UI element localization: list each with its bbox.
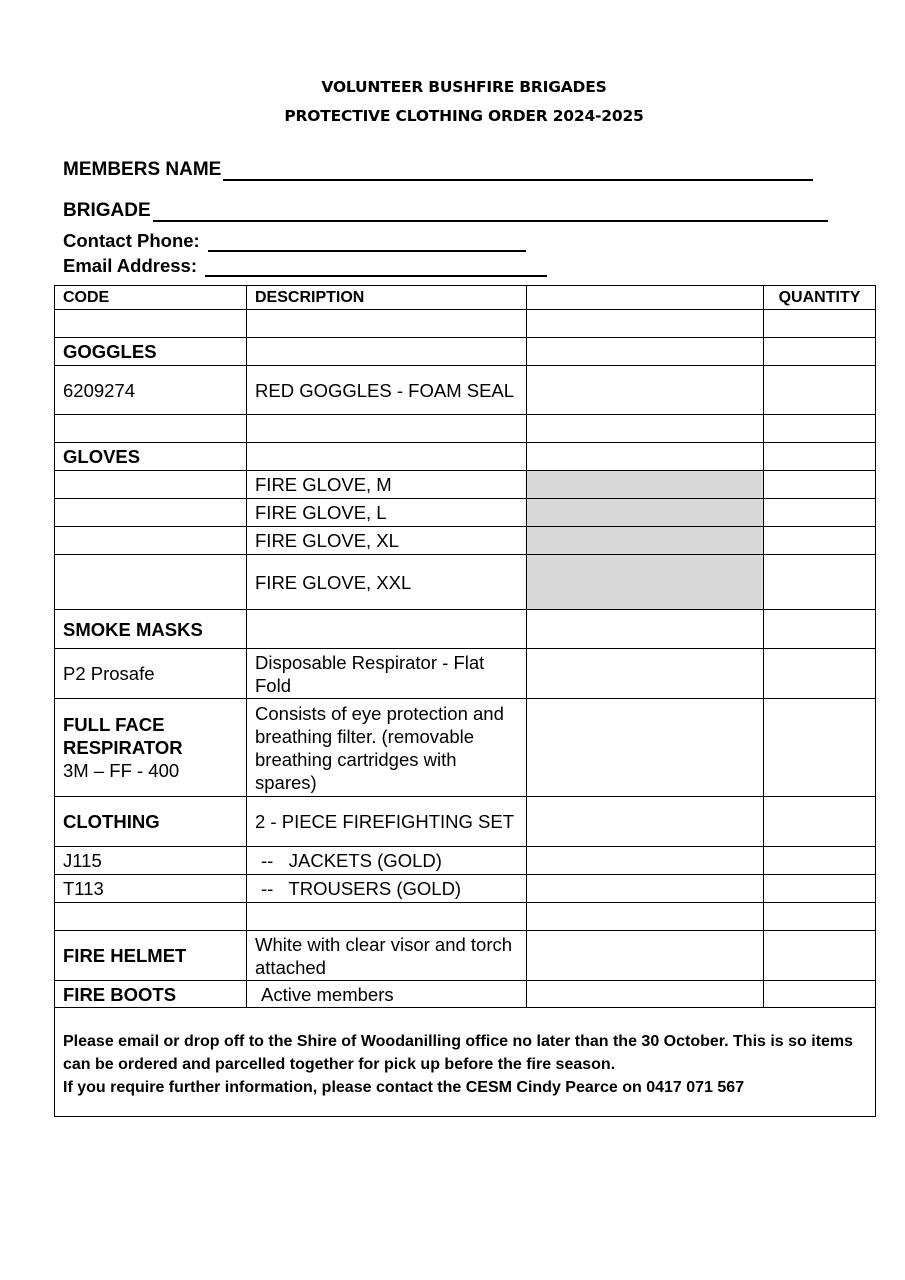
cell-blank[interactable] — [527, 931, 764, 981]
cell-description: FIRE GLOVE, XL — [247, 527, 527, 555]
cell-code — [55, 471, 247, 499]
cell-description: FIRE GLOVE, M — [247, 471, 527, 499]
note-row — [55, 1008, 876, 1117]
order-table — [54, 285, 876, 1117]
table-row — [55, 875, 876, 903]
brigade-label: BRIGADE — [63, 200, 151, 221]
cell-quantity[interactable] — [764, 797, 876, 847]
cell-quantity[interactable] — [764, 649, 876, 699]
brigade-line[interactable] — [153, 204, 828, 222]
form-subtitle: PROTECTIVE CLOTHING ORDER 2024-2025 — [284, 107, 644, 125]
cell-code: T113 — [55, 875, 247, 903]
cell-quantity[interactable] — [764, 875, 876, 903]
cell-code: FIRE BOOTS — [55, 981, 247, 1008]
header-quantity: QUANTITY — [764, 286, 876, 310]
cell-description — [247, 443, 527, 471]
header-description: DESCRIPTION — [247, 286, 527, 310]
cell-blank[interactable] — [527, 415, 764, 443]
cell-blank[interactable] — [527, 875, 764, 903]
cell-code — [55, 499, 247, 527]
cell-code: GOGGLES — [55, 338, 247, 366]
cell-code — [55, 903, 247, 931]
cell-blank-shaded — [527, 555, 764, 610]
note-contact: If you require further information, please contact the CESM Cindy Pearce on 0417 071 567 — [63, 1079, 745, 1096]
cell-code — [55, 415, 247, 443]
cell-quantity[interactable] — [764, 443, 876, 471]
cell-blank-shaded — [527, 471, 764, 499]
cell-code: SMOKE MASKS — [55, 610, 247, 649]
cell-blank-shaded — [527, 527, 764, 555]
email-address-field[interactable] — [63, 255, 547, 277]
members-name-field[interactable] — [63, 159, 813, 181]
table-row — [55, 366, 876, 415]
cell-code-model: 3M – FF - 400 — [63, 760, 180, 781]
cell-description: FIRE GLOVE, L — [247, 499, 527, 527]
cell-description: Active members — [247, 981, 527, 1008]
cell-blank[interactable] — [527, 981, 764, 1008]
cell-blank[interactable] — [527, 699, 764, 797]
cell-quantity[interactable] — [764, 338, 876, 366]
table-row — [55, 310, 876, 338]
cell-quantity[interactable] — [764, 931, 876, 981]
cell-description: 2 - PIECE FIREFIGHTING SET — [247, 797, 527, 847]
cell-blank[interactable] — [527, 338, 764, 366]
table-row — [55, 699, 876, 797]
note-cell — [55, 1008, 876, 1117]
table-row — [55, 499, 876, 527]
cell-quantity[interactable] — [764, 471, 876, 499]
cell-blank[interactable] — [527, 610, 764, 649]
cell-description — [247, 310, 527, 338]
cell-code — [55, 527, 247, 555]
brigade-field[interactable] — [63, 200, 828, 222]
cell-code: FIRE HELMET — [55, 931, 247, 981]
members-name-line[interactable] — [223, 163, 813, 181]
cell-description — [247, 903, 527, 931]
cell-quantity[interactable] — [764, 527, 876, 555]
table-row — [55, 649, 876, 699]
cell-quantity[interactable] — [764, 699, 876, 797]
cell-quantity[interactable] — [764, 499, 876, 527]
cell-description: Disposable Respirator - Flat Fold — [247, 649, 527, 699]
cell-blank[interactable] — [527, 310, 764, 338]
cell-code — [55, 555, 247, 610]
cell-blank[interactable] — [527, 847, 764, 875]
cell-quantity[interactable] — [764, 903, 876, 931]
table-row — [55, 415, 876, 443]
table-row — [55, 931, 876, 981]
cell-description: FIRE GLOVE, XXL — [247, 555, 527, 610]
table-row — [55, 981, 876, 1008]
cell-description — [247, 415, 527, 443]
table-row — [55, 555, 876, 610]
table-header-row — [55, 286, 876, 310]
cell-description: -- TROUSERS (GOLD) — [247, 875, 527, 903]
cell-code: CLOTHING — [55, 797, 247, 847]
cell-quantity[interactable] — [764, 415, 876, 443]
cell-quantity[interactable] — [764, 366, 876, 415]
email-address-line[interactable] — [205, 259, 547, 277]
email-address-label: Email Address: — [63, 255, 197, 276]
cell-code — [55, 699, 247, 797]
form-title: VOLUNTEER BUSHFIRE BRIGADES — [321, 78, 607, 96]
cell-blank[interactable] — [527, 797, 764, 847]
cell-quantity[interactable] — [764, 310, 876, 338]
cell-blank[interactable] — [527, 443, 764, 471]
header-blank — [527, 286, 764, 310]
table-row — [55, 610, 876, 649]
contact-phone-line[interactable] — [208, 234, 526, 252]
table-row — [55, 471, 876, 499]
contact-phone-label: Contact Phone: — [63, 230, 200, 251]
table-row — [55, 797, 876, 847]
table-row — [55, 338, 876, 366]
cell-code — [55, 310, 247, 338]
cell-code: P2 Prosafe — [55, 649, 247, 699]
cell-blank-shaded — [527, 499, 764, 527]
cell-blank[interactable] — [527, 903, 764, 931]
table-row — [55, 847, 876, 875]
header-code: CODE — [55, 286, 247, 310]
cell-blank[interactable] — [527, 366, 764, 415]
cell-description: White with clear visor and torch attached — [247, 931, 527, 981]
contact-phone-field[interactable] — [63, 230, 526, 252]
table-row — [55, 527, 876, 555]
cell-code: 6209274 — [55, 366, 247, 415]
cell-description: -- JACKETS (GOLD) — [247, 847, 527, 875]
cell-description: Consists of eye protection and breathing filter. (removable breathing cartridges with spares) — [247, 699, 527, 797]
members-name-label: MEMBERS NAME — [63, 159, 222, 180]
cell-code: GLOVES — [55, 443, 247, 471]
table-row — [55, 903, 876, 931]
note-instructions: Please email or drop off to the Shire of Woodanilling office no later than the 30 October. This is so items can be ordered and parcelled together for pick up before the fire season. — [63, 1033, 854, 1073]
cell-quantity[interactable] — [764, 981, 876, 1008]
cell-description — [247, 338, 527, 366]
cell-code: J115 — [55, 847, 247, 875]
cell-blank[interactable] — [527, 649, 764, 699]
cell-description — [247, 610, 527, 649]
cell-description: RED GOGGLES - FOAM SEAL — [247, 366, 527, 415]
cell-quantity[interactable] — [764, 847, 876, 875]
cell-code-title: FULL FACE RESPIRATOR — [63, 714, 183, 758]
cell-quantity[interactable] — [764, 555, 876, 610]
cell-quantity[interactable] — [764, 610, 876, 649]
table-row — [55, 443, 876, 471]
